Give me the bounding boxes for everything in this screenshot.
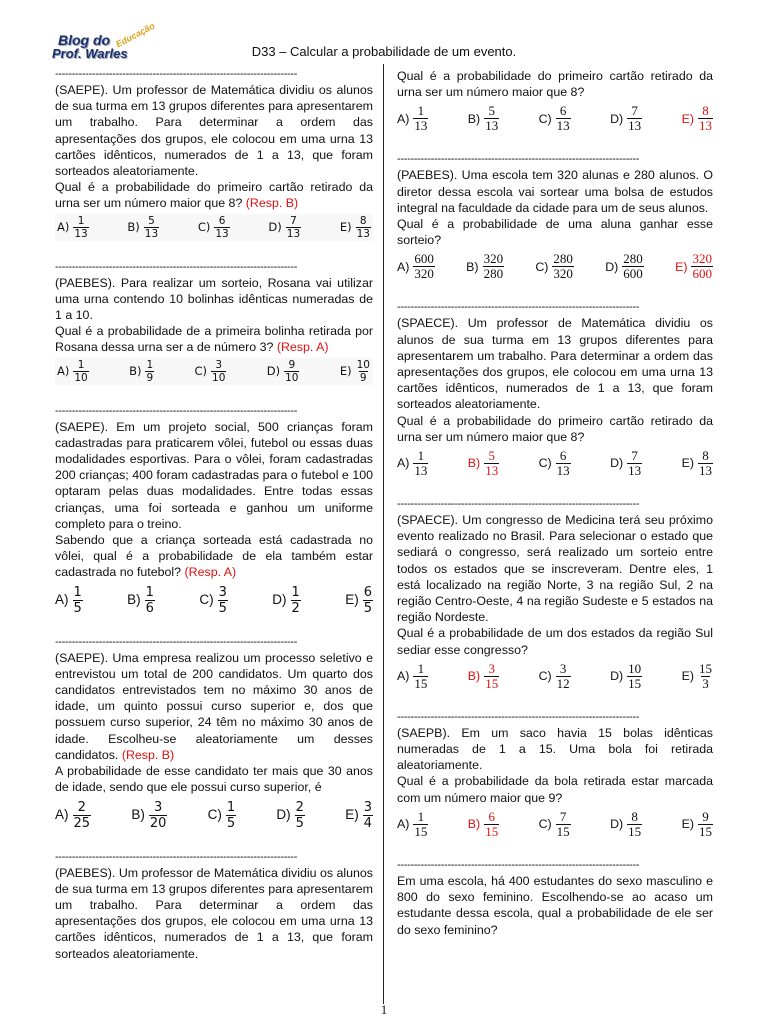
option-letter: C) <box>199 592 214 608</box>
logo-text-line2: Prof. Warles <box>52 46 128 61</box>
option-fraction <box>556 449 571 478</box>
option-fraction <box>484 449 499 478</box>
separator: ------------------------------------------------------------------------ <box>397 710 640 723</box>
option-letter: E) <box>339 364 352 379</box>
fraction-denominator: 13 <box>74 227 88 240</box>
fraction-numerator: 1 <box>145 584 154 600</box>
answer-option <box>195 359 227 384</box>
option-fraction <box>484 810 499 839</box>
answer-options <box>397 810 713 839</box>
option-letter: E) <box>681 817 694 832</box>
option-letter: A) <box>397 669 410 684</box>
option-fraction <box>627 104 642 133</box>
answer-option <box>57 359 89 384</box>
option-letter: A) <box>57 220 70 235</box>
option-fraction <box>214 215 229 240</box>
answer-option <box>675 252 713 281</box>
answer-option <box>127 215 159 240</box>
fraction-numerator: 5 <box>488 103 495 119</box>
option-letter: D) <box>610 817 624 832</box>
question-block <box>55 865 373 962</box>
option-fraction <box>226 800 236 831</box>
question-block <box>397 68 713 133</box>
fraction-numerator: 6 <box>488 808 495 824</box>
answer-option <box>55 800 91 831</box>
fraction-denominator: 3 <box>702 675 709 691</box>
option-letter: E) <box>675 259 688 274</box>
fraction-denominator: 20 <box>149 815 167 831</box>
option-letter: B) <box>129 364 142 379</box>
option-fraction <box>484 662 499 691</box>
question-block <box>397 315 713 478</box>
answer-option <box>397 662 428 691</box>
answer-option <box>397 104 428 133</box>
option-fraction <box>413 104 428 133</box>
answer-option <box>199 585 228 616</box>
question-block <box>55 275 373 385</box>
separator: ------------------------------------------------------------------------ <box>397 858 640 871</box>
answer-option <box>539 449 571 478</box>
fraction-numerator: 1 <box>417 808 425 824</box>
fraction-numerator: 8 <box>631 808 638 824</box>
column-divider <box>383 64 384 1004</box>
answer-key: (Resp. A) <box>276 340 329 355</box>
fraction-denominator: 13 <box>556 118 570 134</box>
fraction-denominator: 13 <box>414 118 428 134</box>
option-letter: E) <box>681 456 694 471</box>
option-fraction <box>627 449 642 478</box>
fraction-denominator: 600 <box>623 266 643 282</box>
option-letter: D) <box>266 364 281 379</box>
fraction-denominator: 10 <box>285 371 299 384</box>
fraction-numerator: 7 <box>290 214 297 227</box>
option-fraction <box>556 662 571 691</box>
fraction-numerator: 7 <box>559 808 567 824</box>
option-letter: C) <box>535 259 549 274</box>
answer-option <box>340 215 371 240</box>
fraction-denominator: 13 <box>556 463 570 479</box>
option-fraction <box>363 585 373 616</box>
option-fraction <box>413 662 428 691</box>
question-text: (SAEPE). Em um projeto social, 500 crianças foram cadastradas para praticarem vôlei, futebol ou essas duas modalidades esportivas. Para o vôlei, foram cadastradas 200 crianças; 400 foram cadastradas para o futebol e 100 optaram pelas duas modalidades. Entre todas essas crianças, uma foi sorteada e ganhou um uniforme completo para o treino. <box>55 419 373 531</box>
option-fraction <box>73 215 88 240</box>
option-letter: B) <box>127 592 141 608</box>
option-letter: B) <box>467 456 481 471</box>
option-letter: C) <box>194 364 208 379</box>
option-letter: A) <box>397 456 410 471</box>
option-fraction <box>211 359 226 384</box>
fraction-denominator: 10 <box>212 371 226 384</box>
answer-option <box>129 359 154 384</box>
fraction-denominator: 13 <box>628 463 642 479</box>
answer-option <box>539 104 571 133</box>
fraction-denominator: 280 <box>483 266 504 282</box>
question-block <box>55 419 373 616</box>
fraction-numerator: 6 <box>363 584 372 600</box>
fraction-numerator: 320 <box>692 251 712 267</box>
option-fraction <box>73 359 88 384</box>
fraction-numerator: 280 <box>623 251 643 267</box>
separator: ------------------------------------------------------------------------ <box>55 68 298 80</box>
question-block <box>397 725 713 839</box>
option-fraction <box>295 800 305 831</box>
option-fraction <box>73 800 92 831</box>
answer-option <box>208 800 237 831</box>
separator: ------------------------------------------------------------------------ <box>55 404 298 417</box>
question-prompt: Qual é a probabilidade de a primeira bolinha retirada por Rosana dessa urna ser a de número 3? (Resp. A) <box>55 324 373 355</box>
option-fraction <box>413 252 435 281</box>
option-letter: C) <box>538 669 552 684</box>
separator: ------------------------------------------------------------------------ <box>397 153 640 166</box>
fraction-denominator: 2 <box>291 600 300 616</box>
fraction-denominator: 15 <box>485 823 499 839</box>
fraction-denominator: 6 <box>145 600 154 616</box>
fraction-numerator: 1 <box>417 448 425 464</box>
answer-options <box>55 800 373 831</box>
answer-option <box>276 800 305 831</box>
option-letter: D) <box>610 669 624 684</box>
fraction-numerator: 9 <box>288 358 296 371</box>
answer-option <box>57 215 89 240</box>
option-fraction <box>691 252 713 281</box>
fraction-numerator: 7 <box>631 103 638 119</box>
left-column <box>55 68 373 962</box>
answer-option <box>535 252 574 281</box>
answer-options <box>55 214 373 241</box>
option-fraction <box>698 810 713 839</box>
option-letter: E) <box>339 220 352 235</box>
answer-option <box>682 810 713 839</box>
fraction-denominator: 5 <box>363 600 372 616</box>
fraction-denominator: 10 <box>74 371 88 384</box>
answer-option <box>468 810 499 839</box>
option-letter: B) <box>466 259 479 274</box>
answer-options <box>397 662 713 691</box>
fraction-denominator: 5 <box>295 815 304 831</box>
fraction-numerator: 10 <box>628 660 642 676</box>
option-fraction <box>144 215 159 240</box>
option-fraction <box>356 359 371 384</box>
answer-option <box>268 215 301 240</box>
option-fraction <box>284 359 299 384</box>
fraction-denominator: 15 <box>414 823 428 839</box>
option-letter: E) <box>345 592 359 608</box>
option-fraction <box>218 585 228 616</box>
fraction-denominator: 12 <box>556 675 570 691</box>
answer-option <box>610 662 642 691</box>
answer-option <box>466 252 504 281</box>
option-fraction <box>363 800 373 831</box>
fraction-denominator: 9 <box>146 371 154 384</box>
option-letter: D) <box>276 806 291 822</box>
fraction-numerator: 8 <box>359 214 367 227</box>
option-letter: D) <box>272 592 287 608</box>
option-letter: B) <box>467 817 481 832</box>
separator: ------------------------------------------------------------------------ <box>397 498 640 511</box>
option-fraction <box>483 252 505 281</box>
option-letter: B) <box>467 669 481 684</box>
fraction-numerator: 1 <box>146 358 154 371</box>
option-fraction <box>413 449 428 478</box>
answer-option <box>468 662 499 691</box>
question-block <box>397 167 713 281</box>
answer-option <box>340 359 371 384</box>
fraction-denominator: 600 <box>692 266 712 282</box>
fraction-numerator: 3 <box>559 660 567 676</box>
fraction-numerator: 3 <box>215 358 223 371</box>
question-prompt: A probabilidade de esse candidato ter mais que 30 anos de idade, sendo que ele possui curso superior, é <box>55 764 373 795</box>
fraction-denominator: 15 <box>628 675 642 691</box>
logo-text-line1: Blog do <box>58 32 111 48</box>
answer-options <box>397 104 713 133</box>
fraction-numerator: 3 <box>218 584 227 600</box>
option-letter: C) <box>538 456 552 471</box>
fraction-denominator: 13 <box>286 227 301 240</box>
fraction-numerator: 1 <box>77 358 85 371</box>
option-fraction <box>484 104 499 133</box>
question-prompt: Qual é a probabilidade do primeiro cartão retirado da urna ser um número maior que 8? <box>397 413 713 444</box>
option-fraction <box>291 585 301 616</box>
option-fraction <box>145 585 155 616</box>
answer-options <box>55 585 373 616</box>
answer-option <box>682 662 713 691</box>
fraction-numerator: 3 <box>363 799 372 815</box>
question-block <box>397 512 713 691</box>
fraction-denominator: 5 <box>218 600 227 616</box>
option-letter: B) <box>467 111 481 126</box>
option-letter: D) <box>268 220 282 235</box>
fraction-numerator: 1 <box>417 660 425 676</box>
fraction-denominator: 13 <box>628 118 642 134</box>
page-number: 1 <box>380 1002 388 1017</box>
answer-option <box>610 104 642 133</box>
question-prompt: Qual é a probabilidade de uma aluna ganhar esse sorteio? <box>397 217 713 248</box>
fraction-numerator: 15 <box>698 660 712 676</box>
question-prompt: Qual é a probabilidade do primeiro cartão retirado da urna ser um número maior que 8? <box>397 69 713 100</box>
question-text: Em uma escola, há 400 estudantes do sexo masculino e 800 do sexo feminino. Escolhendo-se ao acaso um estudante dessa escola, qual a probabilidade de ele ser do sexo feminino? <box>397 873 713 937</box>
option-fraction <box>556 810 571 839</box>
question-text: (SAEPE). Uma empresa realizou um processo seletivo e entrevistou um total de 200 candidatos. Um quarto dos candidatos entrevistados tem no máximo 30 anos de idade, um quinto possui curso superior e, dos que possuem curso superior, 24 têm no máximo 30 anos de idade. Escolheu-se aleatoriamente um desses candidatos. (Resp. B) <box>55 650 373 762</box>
answer-option <box>55 585 83 616</box>
fraction-numerator: 10 <box>356 358 370 371</box>
answer-key: (Resp. A) <box>184 565 237 580</box>
option-letter: A) <box>55 592 69 608</box>
fraction-denominator: 15 <box>556 823 570 839</box>
fraction-denominator: 15 <box>698 823 712 839</box>
question-text: (PAEBES). Para realizar um sorteio, Rosana vai utilizar uma urna contendo 10 bolinhas idênticas numeradas de 1 a 10. <box>55 275 373 323</box>
option-fraction <box>552 252 574 281</box>
answer-option <box>605 252 644 281</box>
option-fraction <box>556 104 571 133</box>
option-fraction <box>622 252 644 281</box>
answer-key: (Resp. B) <box>121 747 175 762</box>
fraction-numerator: 6 <box>218 214 226 227</box>
answer-options <box>397 252 713 281</box>
fraction-numerator: 1 <box>226 799 236 815</box>
answer-option <box>345 800 373 831</box>
fraction-numerator: 9 <box>702 808 709 824</box>
question-text: (SPAECE). Um congresso de Medicina terá seu próximo evento realizado no Brasil. Para selecionar o estado que sediará o congresso, será realizado um sorteio entre todos os estados que se inscreveram. Dentre eles, 1 está localizado na região Norte, 3 na região Sul, 2 na região Centro-Oeste, 4 na região Sudeste e 5 estados na região Nordeste. <box>397 513 713 625</box>
question-block <box>55 82 373 241</box>
answer-option <box>397 252 435 281</box>
answer-option <box>539 810 571 839</box>
fraction-denominator: 13 <box>414 463 428 479</box>
option-letter: D) <box>610 456 624 471</box>
separator: ------------------------------------------------------------------------ <box>55 850 298 863</box>
answer-option <box>397 449 428 478</box>
fraction-numerator: 320 <box>483 251 504 267</box>
fraction-denominator: 13 <box>144 227 159 240</box>
option-fraction <box>73 585 83 616</box>
option-letter: C) <box>207 806 222 822</box>
fraction-denominator: 15 <box>628 823 642 839</box>
option-fraction <box>627 662 642 691</box>
option-letter: D) <box>605 259 619 274</box>
fraction-denominator: 15 <box>485 675 499 691</box>
fraction-numerator: 1 <box>73 584 82 600</box>
option-letter: E) <box>681 111 694 126</box>
answer-option <box>127 585 155 616</box>
fraction-numerator: 3 <box>488 660 495 676</box>
answer-options <box>55 358 373 385</box>
option-letter: E) <box>345 806 359 822</box>
answer-option <box>397 810 428 839</box>
fraction-denominator: 15 <box>414 675 428 691</box>
fraction-denominator: 25 <box>73 815 91 831</box>
fraction-denominator: 13 <box>485 118 499 134</box>
question-text: (SPAECE). Um professor de Matemática dividiu os alunos de sua turma em 13 grupos diferentes para apresentarem um trabalho. Para determinar a ordem das apresentações dos grupos, ele colocou em uma urna 13 cartões idênticos, numerados de 1 a 13, que foram sorteados aleatoriamente. <box>397 316 713 412</box>
question-prompt: Qual é a probabilidade do primeiro cartão retirado da urna ser um número maior que 8? (Resp. B) <box>55 180 373 211</box>
option-fraction <box>413 810 428 839</box>
option-letter: C) <box>538 111 552 126</box>
fraction-numerator: 1 <box>291 584 300 600</box>
question-prompt: Qual é a probabilidade de um dos estados da região Sul sediar esse congresso? <box>397 626 713 657</box>
answer-option <box>682 104 713 133</box>
fraction-denominator: 13 <box>485 463 499 479</box>
fraction-numerator: 6 <box>559 103 567 119</box>
option-fraction <box>145 359 154 384</box>
option-letter: A) <box>57 364 70 379</box>
fraction-denominator: 13 <box>698 463 712 479</box>
fraction-denominator: 13 <box>698 118 712 134</box>
option-fraction <box>698 449 713 478</box>
separator: ------------------------------------------------------------------------ <box>397 301 640 314</box>
answer-option <box>610 449 642 478</box>
fraction-numerator: 1 <box>417 103 425 119</box>
question-text: (SAEPB). Em um saco havia 15 bolas idênticas numeradas de 1 a 15. Uma bola foi retirada aleatoriamente. <box>397 725 713 773</box>
fraction-numerator: 5 <box>488 448 495 464</box>
fraction-denominator: 9 <box>359 371 367 384</box>
page-title: D33 – Calcular a probabilidade de um evento. <box>251 44 517 59</box>
fraction-numerator: 2 <box>295 799 304 815</box>
fraction-denominator: 13 <box>356 227 370 240</box>
option-letter: A) <box>55 806 69 822</box>
answer-option <box>345 585 373 616</box>
option-fraction <box>149 800 168 831</box>
answer-key: (Resp. B) <box>245 196 299 211</box>
option-fraction <box>286 215 301 240</box>
fraction-numerator: 6 <box>559 448 567 464</box>
option-letter: C) <box>197 220 211 235</box>
option-letter: B) <box>131 806 145 822</box>
answer-option <box>131 800 167 831</box>
fraction-denominator: 5 <box>73 600 82 616</box>
fraction-numerator: 2 <box>77 799 86 815</box>
question-text: (PAEBES). Um professor de Matemática dividiu os alunos de sua turma em 13 grupos diferentes para apresentarem um trabalho. Para determinar a ordem das apresentações dos grupos, ele colocou em uma urna 13 cartões idênticos, numerados de 1 a 13, que foram sorteados aleatoriamente. <box>55 865 373 961</box>
separator: ------------------------------------------------------------------------ <box>55 635 298 648</box>
fraction-denominator: 4 <box>363 815 372 831</box>
answer-option <box>272 585 301 616</box>
question-prompt: Qual é a probabilidade da bola retirada estar marcada com um número maior que 9? <box>397 774 713 805</box>
option-letter: D) <box>610 111 624 126</box>
option-letter: B) <box>127 220 140 235</box>
option-letter: A) <box>397 111 410 126</box>
answer-option <box>682 449 713 478</box>
answer-option <box>610 810 642 839</box>
option-letter: C) <box>538 817 552 832</box>
fraction-numerator: 8 <box>702 103 709 119</box>
question-block <box>397 873 713 938</box>
question-text: (SAEPE). Um professor de Matemática dividiu os alunos de sua turma em 13 grupos diferentes para apresentarem um trabalho. Para determinar a ordem das apresentações dos grupos, ele colocou em uma urna 13 cartões idênticos, numerados de 1 a 13, que foram sorteados aleatoriamente. <box>55 83 373 179</box>
question-prompt: Sabendo que a criança sorteada está cadastrada no vôlei, qual é a probabilidade de ela também estar cadastrada no futebol? (Resp. A) <box>55 533 373 580</box>
option-letter: A) <box>397 817 410 832</box>
right-column <box>397 68 713 938</box>
option-fraction <box>627 810 642 839</box>
answer-option <box>539 662 571 691</box>
fraction-denominator: 320 <box>414 266 434 282</box>
answer-option <box>468 449 499 478</box>
fraction-numerator: 3 <box>153 799 163 815</box>
fraction-denominator: 320 <box>553 266 573 282</box>
fraction-numerator: 7 <box>631 448 638 464</box>
fraction-numerator: 600 <box>414 251 434 267</box>
logo-arc-text: Educação <box>114 20 157 50</box>
option-fraction <box>698 104 713 133</box>
fraction-numerator: 5 <box>148 214 155 227</box>
question-text: (PAEBES). Uma escola tem 320 alunas e 280 alunos. O diretor dessa escola vai sortear uma bolsa de estudos integral na faculdade da cidade para um de seus alunos. <box>397 168 713 215</box>
option-letter: E) <box>681 669 694 684</box>
fraction-numerator: 8 <box>702 448 709 464</box>
option-letter: A) <box>397 259 410 274</box>
fraction-numerator: 1 <box>77 214 85 227</box>
answer-option <box>468 104 499 133</box>
separator: ------------------------------------------------------------------------ <box>55 260 298 273</box>
answer-options <box>397 449 713 478</box>
answer-option <box>198 215 230 240</box>
fraction-denominator: 5 <box>226 815 236 831</box>
fraction-denominator: 13 <box>215 227 229 240</box>
answer-option <box>267 359 300 384</box>
fraction-numerator: 280 <box>553 251 573 267</box>
option-fraction <box>356 215 371 240</box>
option-fraction <box>698 662 713 691</box>
question-block <box>55 650 373 831</box>
